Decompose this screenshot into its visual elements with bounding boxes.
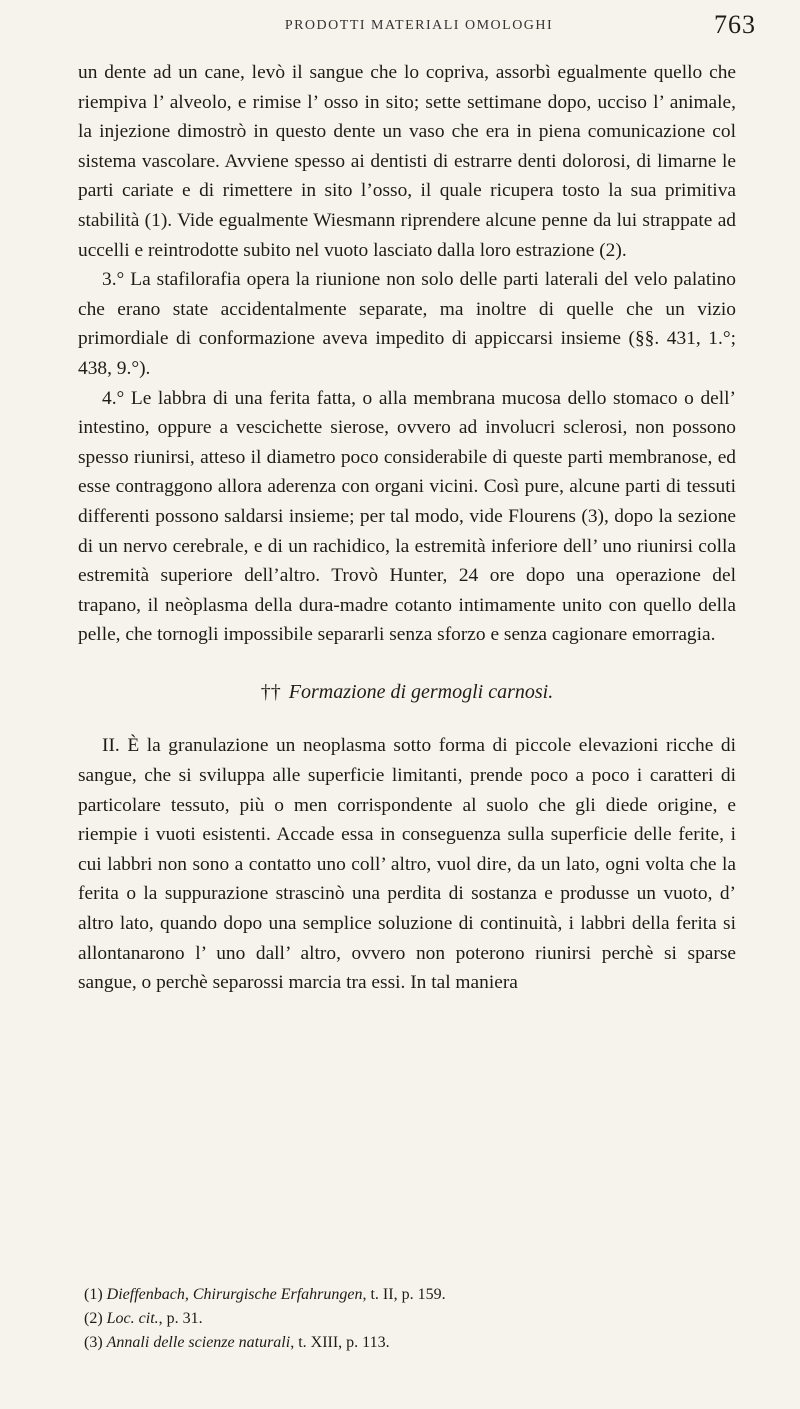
paragraph-item-4: 4.° Le labbra di una ferita fatta, o alla membrana mucosa dello stomaco o dell’ intestino, oppure a vescichette sierose, ovvero ad involucri sclerosi, non possono spesso riunirsi, atteso il diametro poco considerabile di queste parti membranose, ed esse contraggono allora aderenza con organi vicini. Così pure, alcune parti di tessuti differenti possono saldarsi insieme; per tal modo, vide Flourens (3), dopo la sezione di un nervo cerebrale, e di un rachidico, la estremità inferiore dell’ uno riunirsi colla estremità superiore dell’altro. Trovò Hunter, 24 ore dopo una operazione del trapano, il neòplasma della dura-madre cotanto intimamente unito con quello della pelle, che tornogli impossibile separarli senza sforzo e senza cagionare emorragia. (78, 387, 736, 646)
section-marker: †† (260, 680, 281, 703)
page-number: 763 (714, 10, 756, 39)
body-text (78, 58, 736, 998)
paragraph-item-3: 3.° La stafilorafia opera la riunione non solo delle parti laterali del velo palatino che erano state accidentalmente separate, ma inoltre di quelle che un vizio primordiale di conformazione aveva impedito di appiccarsi insieme (§§. 431, 1.°; 438, 9.°). (78, 269, 736, 379)
footnote-number: (2) (84, 1310, 103, 1327)
footnote-source: Annali delle scienze naturali (106, 1334, 291, 1351)
footnote-detail: , p. 31. (158, 1310, 203, 1327)
footnote-number: (1) (84, 1286, 103, 1303)
section-title: Formazione di germogli carnosi. (288, 680, 554, 703)
page-header (76, 6, 762, 54)
footnote-source: Loc. cit. (106, 1310, 159, 1327)
footnotes (84, 1283, 736, 1355)
footnote-detail: , t. II, p. 159. (362, 1286, 446, 1303)
paragraph-continuation: un dente ad un cane, levò il sangue che lo copriva, assorbì egualmente quello che riempiva l’ alveolo, e rimise l’ osso in sito; sette settimane dopo, ucciso l’ animale, la injezione dimostrò in questo dente un vaso che era in piena comunicazione col sistema vascolare. Avviene spesso ai dentisti di estrarre denti dolorosi, di limarne le parti cariate e di rimettere in sito l’osso, il quale ricupera tosto la sua primitiva stabilità (1). Vide egualmente Wiesmann riprendere alcune penne da lui strappate ad uccelli e reintrodotte subito nel vuoto lasciato dalla loro estrazione (2). (78, 62, 736, 261)
footnote-number: (3) (84, 1334, 103, 1351)
footnote (84, 1307, 736, 1331)
footnote-source: Dieffenbach, Chirurgische Erfahrungen (106, 1286, 363, 1303)
footnote (84, 1331, 736, 1355)
footnote (84, 1283, 736, 1307)
section-heading (78, 678, 736, 708)
running-head: PRODOTTI MATERIALI OMOLOGHI (284, 18, 554, 33)
paragraph-section-ii: II. È la granulazione un neoplasma sotto forma di piccole elevazioni ricche di sangue, che si sviluppa alle superficie limitanti, prende poco a poco i caratteri di particolare tessuto, più o men corrispondente al suolo che gli diede origine, e riempie i vuoti esistenti. Accade essa in conseguenza sulla superficie delle ferite, i cui labbri non sono a contatto uno coll’ altro, vuol dire, da un lato, ogni volta che la ferita o la suppurazione strascinò una perdita di sostanza e produsse un vuoto, d’ altro lato, quando dopo una semplice soluzione di continuità, i labbri della ferita si allontanarono l’ uno dall’ altro, ovvero non poterono riunirsi perchè si sparse sangue, o perchè separossi marcia tra essi. In tal maniera (78, 735, 736, 994)
footnote-detail: , t. XIII, p. 113. (290, 1334, 390, 1351)
